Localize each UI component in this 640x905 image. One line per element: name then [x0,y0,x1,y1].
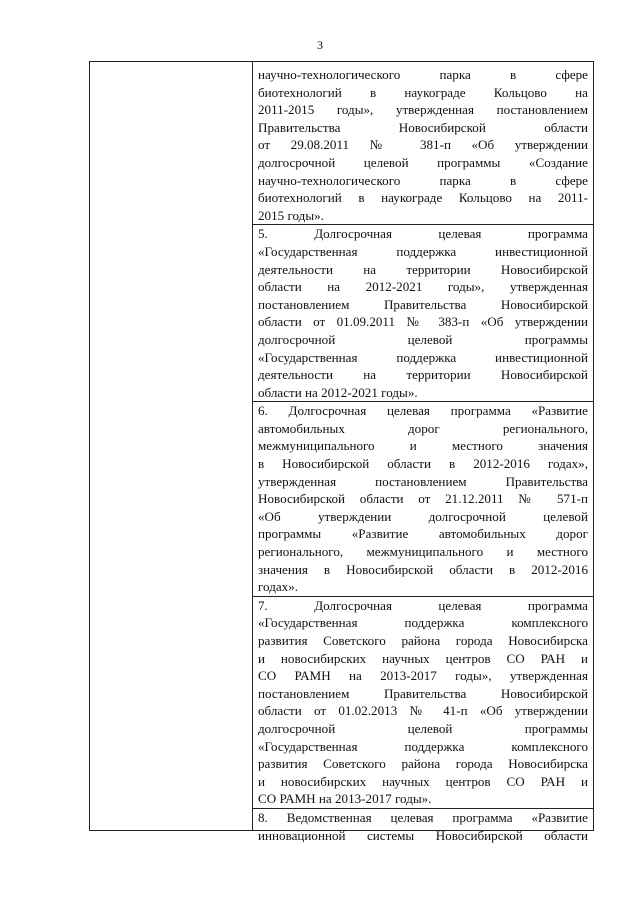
text-line: 2011-2015 годы», утвержденная постановлением [258,102,588,118]
text-line: Правительства Новосибирской области [258,119,588,135]
text-line: области от 01.09.2011 № 383-п «Об утверждении [258,314,588,330]
list-item-paragraph [258,809,588,844]
text-line: Новосибирской области от 21.12.2011 № 571-п [258,491,588,507]
list-item-paragraph [258,66,588,224]
text-line: СО РАМН на 2013-2017 годы». [258,791,432,807]
text-line: регионального, межмуниципального и местного [258,544,588,560]
text-line: в Новосибирской области в 2012-2016 годах», [258,456,588,472]
text-line: автомобильных дорог регионального, [258,420,588,436]
text-line: утвержденная постановлением Правительства [258,473,588,489]
text-line: «Об утверждении долгосрочной целевой [258,508,588,524]
list-item-paragraph [258,597,588,808]
text-line: 8. Ведомственная целевая программа «Развитие [258,809,588,825]
list-item-paragraph [258,402,588,596]
list-item-paragraph [258,225,588,401]
text-line: межмуниципального и местного значения [258,438,588,454]
text-line: научно-технологического парка в сфере [258,172,588,188]
text-line: области на 2012-2021 годы». [258,384,418,400]
text-line: деятельности на территории Новосибирской [258,367,588,383]
text-line: постановлением Правительства Новосибирской [258,296,588,312]
page-number: 3 [317,38,323,52]
text-line: и новосибирских научных центров СО РАН и [258,773,588,789]
table-left-column [90,62,253,830]
text-line: программы «Развитие автомобильных дорог [258,526,588,542]
text-line: 6. Долгосрочная целевая программа «Развитие [258,403,588,419]
text-line: годах». [258,579,299,595]
text-line: «Государственная поддержка инвестиционной [258,349,588,365]
text-line: биотехнологий в наукограде Кольцово на [258,84,588,100]
text-line: «Государственная поддержка инвестиционной [258,243,588,259]
text-line: развития Советского района города Новосибирска [258,756,588,772]
text-line: «Государственная поддержка комплексного [258,615,588,631]
text-line: научно-технологического парка в сфере [258,67,588,82]
text-line: области на 2012-2021 годы», утвержденная [258,279,588,295]
text-line: развития Советского района города Новосибирска [258,633,588,648]
text-line: инновационной системы Новосибирской области [258,827,588,843]
text-line: 7. Долгосрочная целевая программа [258,597,588,613]
table-right-column [253,62,593,843]
text-line: 5. Долгосрочная целевая программа [258,226,588,242]
text-line: области от 01.02.2013 № 41-п «Об утверждении [258,703,588,719]
text-line: от 29.08.2011 № 381-п «Об утверждении [258,137,588,153]
text-line: долгосрочной целевой программы [258,331,588,347]
text-line: «Государственная поддержка комплексного [258,738,588,754]
text-line: значения в Новосибирской области в 2012-2016 [258,561,588,577]
text-line: долгосрочной целевой программы [258,720,588,736]
text-line: 2015 годы». [258,207,324,223]
text-line: деятельности на территории Новосибирской [258,261,588,277]
text-line: биотехнологий в наукограде Кольцово на 2011- [258,190,588,206]
document-table [89,61,594,843]
text-line: СО РАМН на 2013-2017 годы», утвержденная [258,668,588,684]
text-line: долгосрочной целевой программы «Создание [258,154,588,170]
text-line: и новосибирских научных центров СО РАН и [258,650,588,666]
text-line: постановлением Правительства Новосибирской [258,685,588,701]
